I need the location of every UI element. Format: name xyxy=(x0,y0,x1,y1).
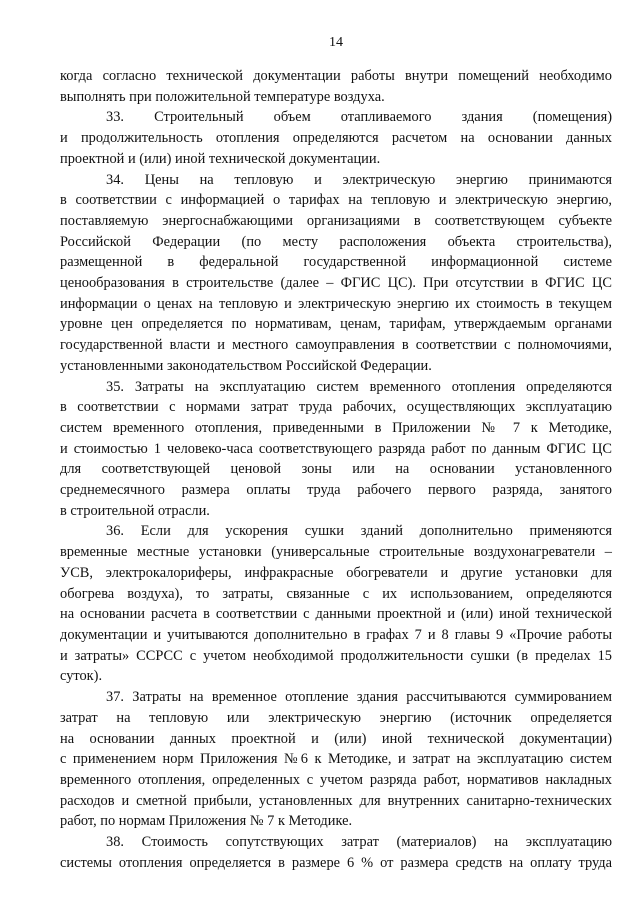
text-line: среднемесячного размера оплаты труда рабочего первого разряда, занятого xyxy=(60,482,612,499)
text-line: затрат на тепловую или электрическую энергию (источник определяется xyxy=(60,709,612,726)
text-line: системы отопления определяется в размере 6 % от размера средств на оплату труда xyxy=(60,854,612,871)
text-line: уровне цен определяется по нормативам, ценам, тарифам, утверждаемым органами xyxy=(60,316,612,333)
text-line: расходов и сметной прибыли, установленных для внутренних санитарно-технических xyxy=(60,792,612,809)
document-body xyxy=(60,66,612,873)
text-line: в строительной отрасли. xyxy=(60,502,210,519)
text-line: на основании расчета в соответствии с данными проектной и (или) иной технической xyxy=(60,606,612,623)
text-line: 35. Затраты на эксплуатацию систем временного отопления определяются xyxy=(106,378,612,395)
text-line: проектной и (или) иной технической документации. xyxy=(60,150,381,167)
paragraph xyxy=(60,377,612,522)
text-line: государственной власти и местного самоуправления в соответствии с полномочиями, xyxy=(60,337,612,354)
text-line: установленными законодательством Российской Федерации. xyxy=(60,357,432,374)
text-line: и продолжительность отопления определяются расчетом на основании данных xyxy=(60,130,612,147)
text-line: для соответствующей ценовой зоны или на основании установленного xyxy=(60,461,612,478)
text-line: информации о ценах на тепловую и электрическую энергию их стоимость в текущем xyxy=(60,295,612,312)
text-line: 34. Цены на тепловую и электрическую энергию принимаются xyxy=(106,171,612,188)
text-line: суток). xyxy=(60,668,103,685)
text-line: Российской Федерации (по месту расположения объекта строительства), xyxy=(60,233,612,250)
text-line: временного отопления, определенных с учетом разряда работ, нормативов накладных xyxy=(60,771,612,788)
text-line: размещенной в федеральной государственной информационной системе xyxy=(60,254,612,271)
text-line: 36. Если для ускорения сушки зданий дополнительно применяются xyxy=(106,523,612,540)
text-line: поставляемую энергоснабжающими организациями в соответствующем субъекте xyxy=(60,212,612,229)
text-line: и затраты» ССРСС с учетом необходимой продолжительности сушки (в пределах 15 xyxy=(60,647,612,664)
text-line: в соответствии с информацией о тарифах на тепловую и электрическую энергию, xyxy=(60,192,612,209)
paragraph xyxy=(60,521,612,687)
text-line: когда согласно технической документации работы внутри помещений необходимо xyxy=(60,68,612,84)
paragraph xyxy=(60,66,612,107)
page-number: 14 xyxy=(329,35,343,50)
text-line: выполнять при положительной температуре воздуха. xyxy=(60,88,385,105)
paragraph xyxy=(60,687,612,832)
text-line: 37. Затраты на временное отопление здания рассчитываются суммированием xyxy=(106,689,612,706)
text-line: и стоимостью 1 человеко-часа соответствующего разряда работ по данным ФГИС ЦС xyxy=(60,440,612,457)
text-line: обогрева воздуха), то затраты, связанные с их использованием, определяются xyxy=(60,585,612,602)
paragraph xyxy=(60,832,612,873)
text-line: систем временного отопления, приведенными в Приложении № 7 к Методике, xyxy=(60,419,612,436)
paragraph xyxy=(60,107,612,169)
text-line: 33. Строительный объем отапливаемого здания (помещения) xyxy=(106,109,612,126)
text-line: документации и учитываются дополнительно в графах 7 и 8 главы 9 «Прочие работы xyxy=(60,626,612,643)
text-line: с применением норм Приложения №6 к Методике, и затрат на эксплуатацию систем xyxy=(60,751,612,768)
text-line: в соответствии с нормами затрат труда рабочих, осуществляющих эксплуатацию xyxy=(60,399,612,416)
text-line: 38. Стоимость сопутствующих затрат (материалов) на эксплуатацию xyxy=(106,834,612,851)
text-line: ценообразования в строительстве (далее – ФГИС ЦС). При отсутствии в ФГИС ЦС xyxy=(60,275,612,292)
text-line: временные местные установки (универсальные строительные воздухонагреватели – xyxy=(60,544,612,561)
text-line: работ, по нормам Приложения № 7 к Методике. xyxy=(60,813,353,830)
text-line: на основании данных проектной и (или) иной технической документации) xyxy=(60,730,612,747)
paragraph xyxy=(60,170,612,377)
text-line: УСВ, электрокалориферы, инфракрасные обогреватели и другие установки для xyxy=(60,564,612,581)
